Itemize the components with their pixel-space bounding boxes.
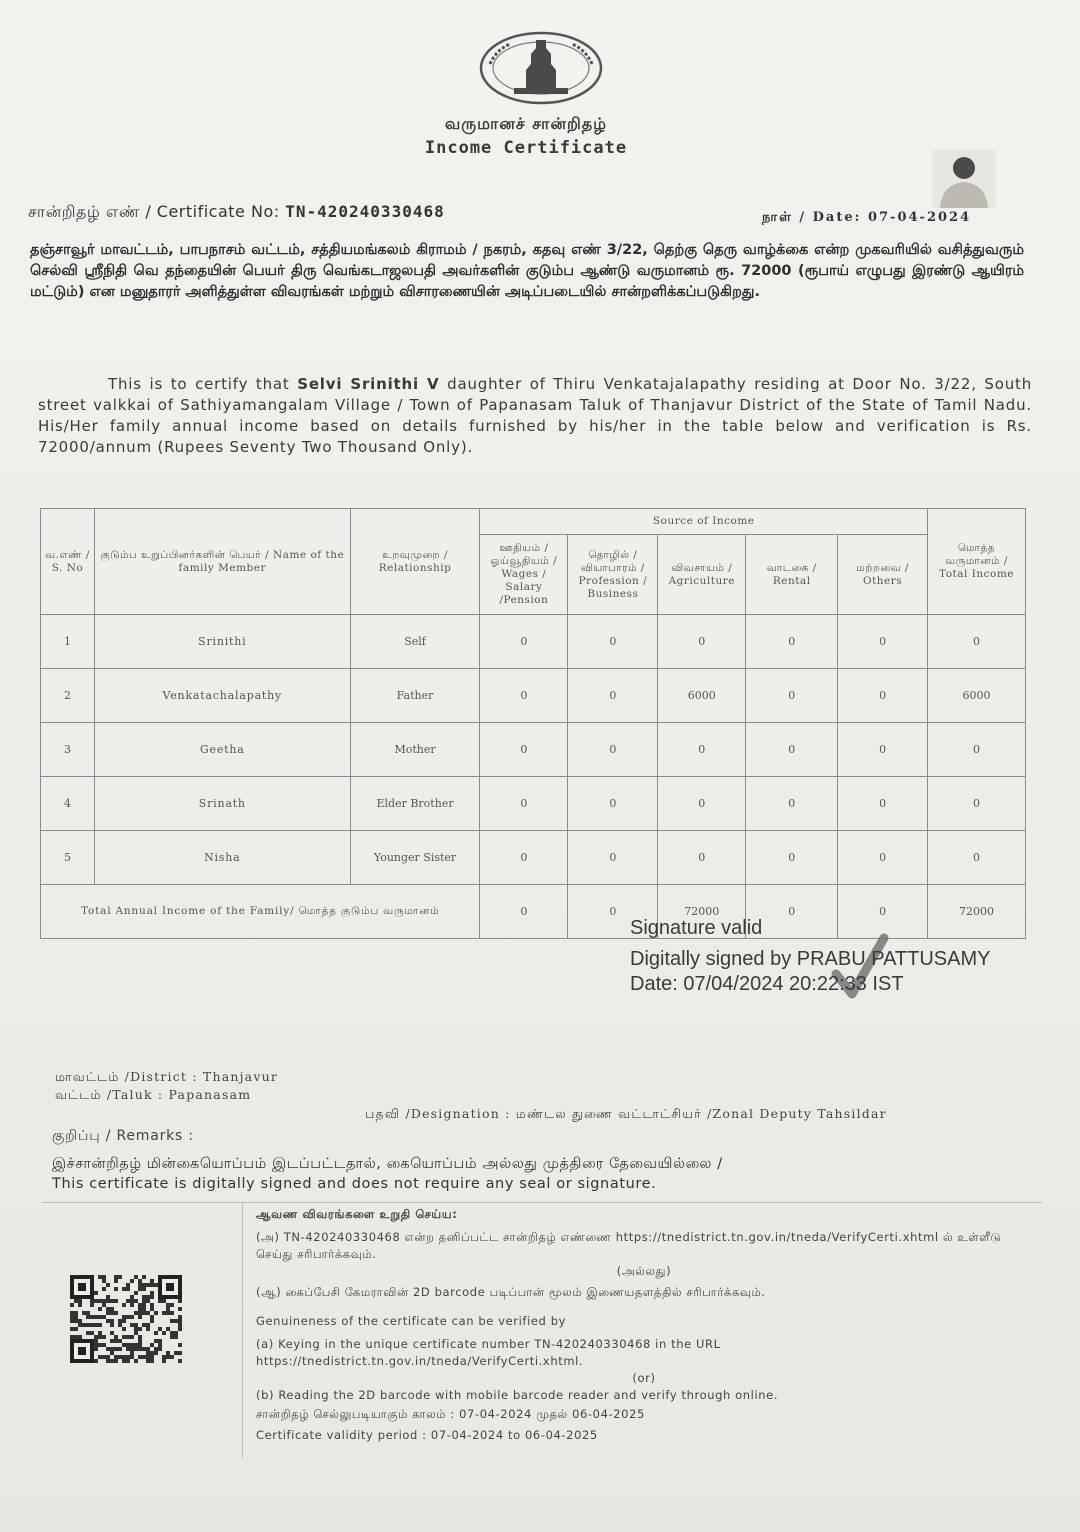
cell-profession: 0 xyxy=(568,669,658,723)
designation: பதவி /Designation : மண்டல துணை வட்டாட்சியர் /Zonal Deputy Tahsildar xyxy=(365,1106,887,1121)
cell-name: Venkatachalapathy xyxy=(94,669,350,723)
cell-wages: 0 xyxy=(480,669,568,723)
total-income: 72000 xyxy=(928,885,1026,939)
digital-signature xyxy=(630,916,990,997)
signature-status: Signature valid xyxy=(630,917,763,939)
applicant-photo xyxy=(932,150,996,208)
date-label: நாள் / Date: xyxy=(762,210,862,225)
verification-text xyxy=(256,1206,1032,1444)
header-others: மற்றவை / Others xyxy=(838,535,928,615)
cell-total: 0 xyxy=(928,831,1026,885)
cell-name: Srinithi xyxy=(94,615,350,669)
remarks-label: குறிப்பு / Remarks : xyxy=(52,1128,194,1144)
cell-relation: Mother xyxy=(350,723,480,777)
cell-rental: 0 xyxy=(746,777,838,831)
taluk: வட்டம் /Taluk : Papanasam xyxy=(55,1087,252,1102)
verify-option-b-tamil: (ஆ) கைப்பேசி கேமராவின் 2D barcode படிப்பான் மூலம் இணையதளத்தில் சரிபார்க்கவும். xyxy=(256,1285,766,1299)
cell-profession: 0 xyxy=(568,723,658,777)
cell-profession: 0 xyxy=(568,777,658,831)
cell-rental: 0 xyxy=(746,615,838,669)
cell-relation: Self xyxy=(350,615,480,669)
table-row xyxy=(41,831,1026,885)
verify-heading-tamil: ஆவண விவரங்களை உறுதி செய்ய: xyxy=(256,1207,458,1221)
cell-name: Geetha xyxy=(94,723,350,777)
header-profession: தொழில் / வியாபாரம் / Profession / Business xyxy=(568,535,658,615)
note-tamil: இச்சான்றிதழ் மின்கையொப்பம் இடப்பட்டதால், கையொப்பம் அல்லது முத்திரை தேவையில்லை / xyxy=(52,1156,723,1172)
cell-sno: 4 xyxy=(41,777,95,831)
cell-total: 6000 xyxy=(928,669,1026,723)
table-row xyxy=(41,777,1026,831)
digital-signature-note xyxy=(52,1154,723,1194)
verification-divider xyxy=(242,1202,243,1458)
cell-agriculture: 6000 xyxy=(658,669,746,723)
header-source-of-income: Source of Income xyxy=(480,509,928,535)
cell-relation: Father xyxy=(350,669,480,723)
total-others: 0 xyxy=(838,885,928,939)
verify-or-tamil: (அல்லது) xyxy=(616,1264,672,1278)
verify-option-a-english: (a) Keying in the unique certificate number TN-420240330468 in the URL https://tnedistrict.tn.gov.in/tneda/VerifyCerti.xhtml. xyxy=(256,1337,721,1368)
total-agriculture: 72000 xyxy=(658,885,746,939)
cell-agriculture: 0 xyxy=(658,777,746,831)
cell-profession: 0 xyxy=(568,831,658,885)
table-row xyxy=(41,723,1026,777)
qr-code xyxy=(70,1274,182,1364)
signature-signer: Digitally signed by PRABU PATTUSAMY xyxy=(630,948,991,970)
header-wages: ஊதியம் / ஓய்வூதியம் / Wages / Salary /Pension xyxy=(480,535,568,615)
cell-others: 0 xyxy=(838,831,928,885)
validity-english: Certificate validity period : 07-04-2024 to 06-04-2025 xyxy=(256,1428,598,1442)
title-english: Income Certificate xyxy=(424,138,628,158)
signature-date: Date: 07/04/2024 20:22:33 IST xyxy=(630,973,904,995)
cell-agriculture: 0 xyxy=(658,723,746,777)
cell-relation: Younger Sister xyxy=(350,831,480,885)
cell-others: 0 xyxy=(838,669,928,723)
cell-others: 0 xyxy=(838,723,928,777)
district: மாவட்டம் /District : Thanjavur xyxy=(55,1069,279,1084)
body-english-post: daughter of Thiru Venkatajalapathy residing at Door No. 3/22, South street valkkai of Sathiyamangalam Village / Town of Papanasam Taluk of Thanjavur District of the State of Tamil Nadu. His/Her family annual income based on details furnished by his/her in the table below and verification is Rs. 72000/annum (Rupees Seventy Two Thousand Only). xyxy=(38,375,1033,456)
applicant-name: Selvi Srinithi V xyxy=(297,375,440,393)
cell-name: Nisha xyxy=(94,831,350,885)
certificate-number-label: சான்றிதழ் எண் / Certificate No: xyxy=(28,202,280,221)
verify-or-english: (or) xyxy=(632,1371,656,1385)
cell-total: 0 xyxy=(928,777,1026,831)
verify-genuineness: Genuineness of the certificate can be verified by xyxy=(256,1314,567,1328)
validity-tamil: சான்றிதழ் செல்லுபடியாகும் காலம் : 07-04-2024 முதல் 06-04-2025 xyxy=(256,1407,645,1421)
table-row xyxy=(41,669,1026,723)
title-tamil: வருமானச் சான்றிதழ் xyxy=(444,114,608,133)
cell-relation: Elder Brother xyxy=(350,777,480,831)
cell-agriculture: 0 xyxy=(658,831,746,885)
cell-name: Srinath xyxy=(94,777,350,831)
total-rental: 0 xyxy=(746,885,838,939)
cell-total: 0 xyxy=(928,723,1026,777)
cell-agriculture: 0 xyxy=(658,615,746,669)
body-english-pre: This is to certify that xyxy=(108,375,298,393)
body-english xyxy=(38,374,1032,458)
cell-sno: 2 xyxy=(41,669,95,723)
header-total-income: மொத்த வருமானம் / Total Income xyxy=(928,509,1026,615)
cell-total: 0 xyxy=(928,615,1026,669)
verify-option-a-tamil: (அ) TN-420240330468 என்ற தனிப்பட்ட சான்றிதழ் எண்ணை https://tnedistrict.tn.gov.in/tneda/VerifyCerti.xhtml ல் உள்ளீடு செய்து சரிபார்க்கவும். xyxy=(256,1230,1002,1261)
header-rental: வாடகை / Rental xyxy=(746,535,838,615)
cell-sno: 1 xyxy=(41,615,95,669)
note-english: This certificate is digitally signed and does not require any seal or signature. xyxy=(52,1176,657,1192)
income-table xyxy=(40,508,1026,939)
header-sno: வ.எண் / S. No xyxy=(41,509,95,615)
certificate-date xyxy=(762,210,971,226)
cell-others: 0 xyxy=(838,615,928,669)
header-name: குடும்ப உறுப்பினர்களின் பெயர் / Name of the family Member xyxy=(94,509,350,615)
total-row-label: Total Annual Income of the Family/ மொத்த குடும்ப வருமானம் xyxy=(41,885,480,939)
certificate-number xyxy=(28,202,445,223)
cell-others: 0 xyxy=(838,777,928,831)
verify-option-b-english: (b) Reading the 2D barcode with mobile barcode reader and verify through online. xyxy=(256,1388,779,1402)
cell-sno: 5 xyxy=(41,831,95,885)
total-profession: 0 xyxy=(568,885,658,939)
header-agriculture: விவசாயம் / Agriculture xyxy=(658,535,746,615)
total-wages: 0 xyxy=(480,885,568,939)
date-value: 07-04-2024 xyxy=(867,210,972,225)
cell-wages: 0 xyxy=(480,615,568,669)
location-block xyxy=(55,1068,278,1104)
cell-sno: 3 xyxy=(41,723,95,777)
tamil-nadu-emblem-icon xyxy=(476,30,606,106)
certificate-number-value: TN-420240330468 xyxy=(285,202,445,221)
cell-wages: 0 xyxy=(480,723,568,777)
cell-profession: 0 xyxy=(568,615,658,669)
table-row xyxy=(41,615,1026,669)
header-relationship: உறவுமுறை / Relationship xyxy=(350,509,480,615)
cell-wages: 0 xyxy=(480,831,568,885)
cell-rental: 0 xyxy=(746,831,838,885)
cell-rental: 0 xyxy=(746,723,838,777)
cell-rental: 0 xyxy=(746,669,838,723)
body-tamil: தஞ்சாவூர் மாவட்டம், பாபநாசம் வட்டம், சத்தியமங்கலம் கிராமம் / நகரம், கதவு எண் 3/22, தெற்கு தெரு வாழ்க்கை என்ற முகவரியில் வசித்துவரும் செல்வி ஸ்ரீநிதி வெ தந்தையின் பெயர் திரு வெங்கடாஜலபதி அவர்களின் குடும்ப ஆண்டு வருமானம் ரூ. 72000 (ரூபாய் எழுபது இரண்டு ஆயிரம் மட்டும்) என மனுதாரர் அளித்துள்ள விவரங்கள் மற்றும் விசாரணையின் அடிப்படையில் சான்றளிக்கப்படுகிறது. xyxy=(30,242,1024,300)
cell-wages: 0 xyxy=(480,777,568,831)
